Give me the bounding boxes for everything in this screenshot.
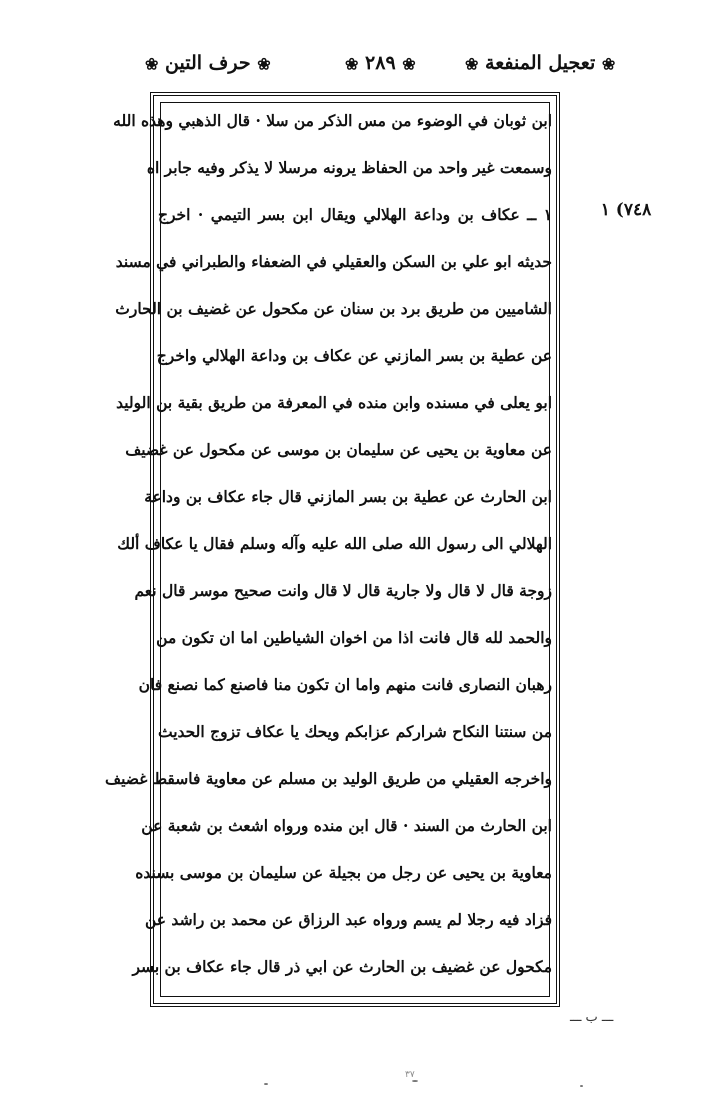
ornament-icon: ❀ [465, 54, 479, 74]
header-section-title: ❀ حرف التين ❀ [145, 52, 271, 74]
scan-speck [412, 1080, 418, 1082]
page-number: ❀ ٢٨٩ ❀ [345, 52, 416, 74]
text-line: ابن الحارث عن عطية بن بسر المازني قال جاء عكاف بن وداعة [144, 487, 552, 506]
text-line: الهلالي الى رسول الله صلى الله عليه وآله وسلم فقال يا عكاف ألك [117, 534, 552, 553]
text-line: ١ ــ عكاف بن وداعة الهلالي ويقال ابن بسر التيمي · اخرج [158, 205, 552, 224]
margin-entry-number: ٧٤٨) ١ [600, 200, 652, 220]
text-line: وسمعت غير واحد من الحفاظ يرونه مرسلا لا يذكر وفيه جابر اه [146, 158, 552, 177]
text-line: رهبان النصارى فانت منهم واما ان تكون منا فاصنع كما نصنع فان [138, 675, 552, 694]
text-line: عن معاوية بن يحيى عن سليمان بن موسى عن مكحول عن غضيف [125, 440, 552, 459]
text-line: من سنتنا النكاح شراركم عزابكم ويحك يا عكاف تزوج الحديث [158, 722, 552, 741]
scan-mark: ٣٧ [405, 1070, 415, 1080]
catchword: ـــ ب ـــ [570, 1010, 614, 1025]
ornament-icon: ❀ [345, 54, 359, 74]
text-line: حديثه ابو علي بن السكن والعقيلي في الضعفاء والطبراني في مسند [115, 252, 552, 271]
ornament-icon: ❀ [601, 54, 616, 74]
text-line: مكحول عن غضيف بن الحارث عن ابي ذر قال جاء عكاف بن بسر [132, 957, 552, 976]
running-header [145, 44, 616, 92]
text-line: معاوية بن يحيى عن رجل من بجيلة عن سليمان بن موسى بسنده [135, 863, 552, 882]
ornament-icon: ❀ [145, 54, 159, 74]
text-line: ابن الحارث من السند · قال ابن منده ورواه اشعث بن شعبة عن [141, 816, 552, 835]
text-line: فزاد فيه رجلا لم يسم ورواه عبد الرزاق عن محمد بن راشد عن [144, 910, 552, 929]
text-line: ابو يعلى في مسنده وابن منده في المعرفة من طريق بقية بن الوليد [116, 393, 552, 412]
text-line: عن عطية بن بسر المازني عن عكاف بن وداعة الهلالي واخرج [156, 346, 552, 365]
text-line: والحمد لله قال فانت اذا من اخوان الشياطين اما ان تكون من [156, 628, 552, 647]
text-line: ابن ثوبان في الوضوء من مس الذكر من سلا · قال الذهبي وهذه الله [113, 111, 552, 130]
text-line: واخرجه العقيلي من طريق الوليد بن مسلم عن معاوية فاسقط غضيف [105, 769, 552, 788]
text-line: الشاميين من طريق برد بن سنان عن مكحول عن غضيف بن الحارث [115, 299, 552, 318]
text-line: زوجة قال لا قال ولا جارية قال لا قال وانت صحيح موسر قال نعم [134, 581, 552, 600]
scan-speck [580, 1085, 583, 1087]
header-book-title: ❀ تعجيل المنفعة ❀ [465, 52, 616, 74]
body-text [105, 101, 552, 991]
scan-speck [264, 1083, 268, 1085]
ornament-icon: ❀ [402, 54, 416, 74]
ornament-icon: ❀ [257, 54, 271, 74]
